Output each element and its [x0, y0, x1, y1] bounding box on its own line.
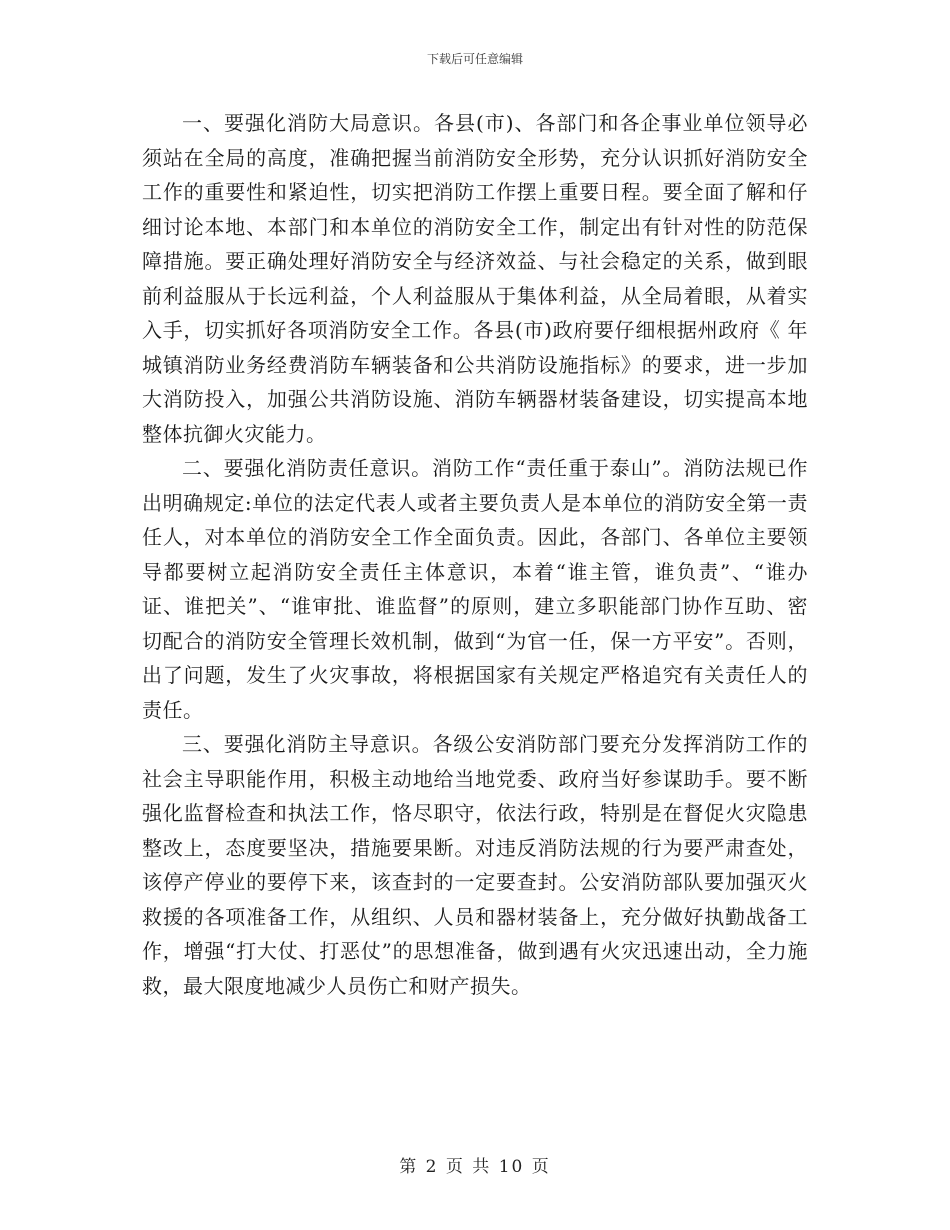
paragraph-2: 二、要强化消防责任意识。消防工作“责任重于泰山”。消防法规已作出明确规定:单位的法定代表人或者主要负责人是本单位的消防安全第一责任人，对本单位的消防安全工作全面负责。因此，各部门、各单位主要领导都要树立起消防安全责任主体意识，本着“谁主管，谁负责”、“谁办证、谁把关”、“谁审批、谁监督”的原则，建立多职能部门协作互助、密切配合的消防安全管理长效机制，做到“为官一任，保一方平安”。否则，出了问题，发生了火灾事故，将根据国家有关规定严格追究有关责任人的责任。: [142, 456, 808, 722]
page-header-note: 下载后可任意编辑: [426, 52, 523, 66]
paragraph-1: 一、要强化消防大局意识。各县(市)、各部门和各企事业单位领导必须站在全局的高度，准确把握当前消防安全形势，充分认识抓好消防安全工作的重要性和紧迫性，切实把消防工作摆上重要日程。要全面了解和仔细讨论本地、本部门和本单位的消防安全工作，制定出有针对性的防范保障措施。要正确处理好消防安全与经济效益、与社会稳定的关系，做到眼前利益服从于长远利益，个人利益服从于集体利益，从全局着眼，从着实入手，切实抓好各项消防安全工作。各县(市)政府要仔细根据州政府《 年城镇消防业务经费消防车辆装备和公共消防设施指标》的要求，进一步加大消防投入，加强公共消防设施、消防车辆器材装备建设，切实提高本地整体抗御火灾能力。: [142, 111, 808, 446]
page-number-footer: 第 2 页 共 10 页: [399, 1157, 551, 1177]
document-body: [142, 106, 808, 1003]
paragraph-3: 三、要强化消防主导意识。各级公安消防部门要充分发挥消防工作的社会主导职能作用，积极主动地给当地党委、政府当好参谋助手。要不断强化监督检查和执法工作，恪尽职守，依法行政，特别是在督促火灾隐患整改上，态度要坚决，措施要果断。对违反消防法规的行为要严肃查处，该停产停业的要停下来，该查封的一定要查封。公安消防部队要加强灭火救援的各项准备工作，从组织、人员和器材装备上，充分做好执勤战备工作，增强“打大仗、打恶仗”的思想准备，做到遇有火灾迅速出动，全力施救，最大限度地减少人员伤亡和财产损失。: [142, 732, 808, 998]
